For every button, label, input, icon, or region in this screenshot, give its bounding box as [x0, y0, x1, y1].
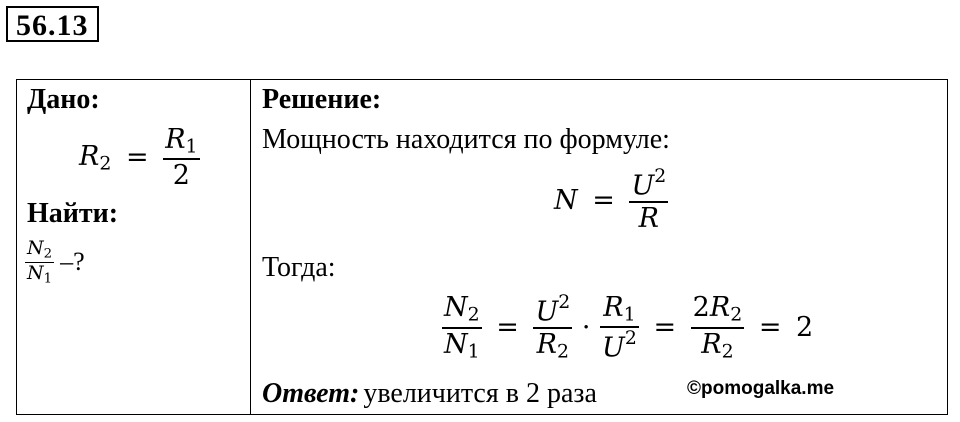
answer-label: Ответ:	[262, 378, 360, 409]
answer-line	[262, 378, 597, 410]
ratio-formula	[442, 292, 813, 364]
power-fraction: $\frac{U^2}{R}$	[631, 165, 667, 235]
ratio-fraction-2: $\frac{U^2}{R_2}$	[535, 291, 571, 364]
find-fraction: $\frac{N_2}{N_1}$	[27, 237, 53, 286]
ratio-eq-2: =	[653, 312, 677, 344]
ratio-eq-1: =	[496, 312, 519, 344]
find-formula	[25, 238, 85, 286]
watermark: ©pomogalka.me	[687, 378, 835, 399]
given-fraction: $\frac{R_1}{2}$	[165, 124, 198, 192]
find-suffix: –?	[60, 247, 85, 277]
ratio-fraction-4: $\frac{2R_2}{R_2}$	[692, 292, 743, 363]
ratio-result: 2	[796, 312, 814, 344]
given-heading: Дано:	[27, 84, 100, 115]
ratio-fraction-1: $\frac{N_2}{N_1}$	[444, 292, 480, 363]
solution-heading: Решение:	[262, 84, 382, 115]
column-divider	[250, 80, 251, 414]
solution-line-2: Тогда:	[262, 252, 336, 283]
power-lhs: N	[554, 184, 578, 216]
problem-number: 56.13	[6, 6, 99, 42]
given-eq: =	[125, 142, 149, 174]
given-lhs: $R_2$	[79, 140, 112, 175]
solution-line-1: Мощность находится по формуле:	[262, 124, 670, 155]
find-heading: Найти:	[27, 198, 119, 229]
given-formula	[79, 124, 200, 192]
power-formula	[554, 166, 668, 234]
power-eq: =	[592, 184, 615, 216]
solution-table	[16, 79, 948, 415]
ratio-eq-3: =	[758, 312, 782, 344]
ratio-dot: ·	[581, 312, 591, 344]
ratio-fraction-3: $\frac{R_1}{U^2}$	[602, 292, 637, 364]
answer-text: увеличится в 2 раза	[363, 378, 597, 409]
